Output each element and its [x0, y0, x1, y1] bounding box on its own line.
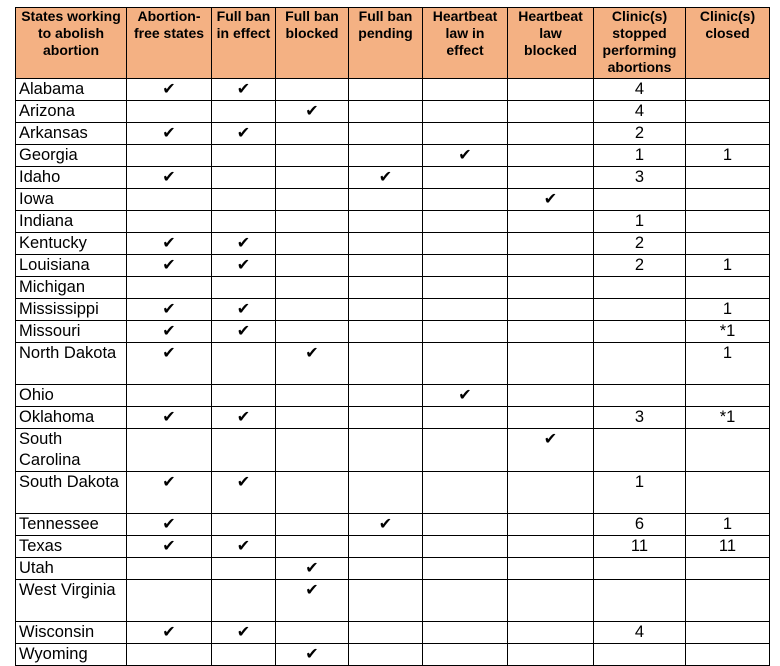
table-row — [16, 429, 770, 472]
cell-full-ban-in-effect — [212, 145, 276, 167]
cell-abortion-free — [127, 101, 212, 123]
checkmark-icon: ✔ — [162, 125, 176, 142]
cell-clinics-stopped — [594, 644, 686, 666]
checkmark-icon: ✔ — [236, 624, 251, 641]
cell-heartbeat-blocked — [508, 145, 594, 167]
cell-abortion-free — [127, 189, 212, 211]
cell-heartbeat-in-effect — [423, 580, 508, 622]
cell-clinics-stopped — [594, 321, 686, 343]
state-name: North Dakota — [16, 343, 127, 385]
header-full-ban-in-effect: Full ban in effect — [212, 8, 276, 79]
table-row — [16, 167, 770, 189]
checkmark-icon: ✔ — [162, 409, 176, 426]
cell-full-ban-in-effect — [212, 321, 276, 343]
state-name: Oklahoma — [16, 407, 127, 429]
cell-clinics-closed — [686, 558, 770, 580]
cell-abortion-free — [127, 429, 212, 472]
table-row — [16, 407, 770, 429]
cell-full-ban-blocked — [276, 644, 349, 666]
cell-full-ban-blocked — [276, 343, 349, 385]
cell-heartbeat-in-effect — [423, 536, 508, 558]
cell-full-ban-blocked — [276, 255, 349, 277]
cell-abortion-free — [127, 167, 212, 189]
cell-heartbeat-in-effect — [423, 123, 508, 145]
checkmark-icon: ✔ — [236, 323, 251, 340]
cell-clinics-stopped — [594, 299, 686, 321]
header-full-ban-blocked: Full ban blocked — [276, 8, 349, 79]
checkmark-icon: ✔ — [162, 474, 176, 491]
cell-abortion-free — [127, 536, 212, 558]
cell-heartbeat-in-effect — [423, 622, 508, 644]
cell-clinics-closed: *1 — [686, 321, 770, 343]
cell-full-ban-blocked — [276, 299, 349, 321]
table-row — [16, 145, 770, 167]
cell-full-ban-in-effect — [212, 123, 276, 145]
cell-heartbeat-blocked — [508, 536, 594, 558]
cell-full-ban-in-effect — [212, 472, 276, 514]
abortion-status-table — [15, 7, 770, 666]
table-row — [16, 622, 770, 644]
checkmark-icon: ✔ — [543, 191, 558, 208]
cell-clinics-stopped — [594, 189, 686, 211]
cell-clinics-closed — [686, 472, 770, 514]
cell-full-ban-pending — [349, 277, 423, 299]
state-name: Arizona — [16, 101, 127, 123]
cell-heartbeat-blocked — [508, 343, 594, 385]
cell-full-ban-pending — [349, 622, 423, 644]
cell-clinics-stopped — [594, 429, 686, 472]
cell-heartbeat-blocked — [508, 558, 594, 580]
state-name: Texas — [16, 536, 127, 558]
table-row — [16, 79, 770, 101]
state-name: South Carolina — [16, 429, 127, 472]
cell-clinics-closed: 1 — [686, 343, 770, 385]
cell-full-ban-in-effect — [212, 189, 276, 211]
checkmark-icon: ✔ — [305, 582, 319, 599]
cell-clinics-stopped: 1 — [594, 145, 686, 167]
checkmark-icon: ✔ — [305, 646, 319, 663]
state-name: Mississippi — [16, 299, 127, 321]
state-name: Utah — [16, 558, 127, 580]
cell-full-ban-blocked — [276, 558, 349, 580]
cell-full-ban-in-effect — [212, 233, 276, 255]
cell-heartbeat-in-effect — [423, 321, 508, 343]
header-heartbeat-in-effect: Heartbeat law in effect — [423, 8, 508, 79]
cell-clinics-stopped: 6 — [594, 514, 686, 536]
cell-clinics-stopped: 3 — [594, 167, 686, 189]
cell-heartbeat-in-effect — [423, 558, 508, 580]
table-row — [16, 536, 770, 558]
cell-clinics-closed: 11 — [686, 536, 770, 558]
cell-full-ban-pending — [349, 536, 423, 558]
cell-full-ban-blocked — [276, 429, 349, 472]
cell-heartbeat-blocked — [508, 514, 594, 536]
cell-full-ban-pending — [349, 472, 423, 514]
header-states: States working to abolish abortion — [16, 8, 127, 79]
cell-heartbeat-blocked — [508, 277, 594, 299]
cell-clinics-stopped — [594, 385, 686, 407]
cell-clinics-closed — [686, 580, 770, 622]
cell-abortion-free — [127, 343, 212, 385]
cell-full-ban-pending — [349, 580, 423, 622]
cell-abortion-free — [127, 321, 212, 343]
cell-full-ban-pending — [349, 167, 423, 189]
cell-clinics-closed: *1 — [686, 407, 770, 429]
cell-heartbeat-blocked — [508, 644, 594, 666]
cell-heartbeat-in-effect — [423, 514, 508, 536]
checkmark-icon: ✔ — [162, 538, 176, 555]
table-row — [16, 580, 770, 622]
checkmark-icon: ✔ — [162, 235, 176, 252]
cell-heartbeat-blocked — [508, 407, 594, 429]
state-name: Georgia — [16, 145, 127, 167]
cell-abortion-free — [127, 79, 212, 101]
cell-full-ban-pending — [349, 644, 423, 666]
cell-heartbeat-in-effect — [423, 472, 508, 514]
checkmark-icon: ✔ — [162, 345, 176, 362]
cell-full-ban-in-effect — [212, 277, 276, 299]
cell-abortion-free — [127, 145, 212, 167]
table-row — [16, 277, 770, 299]
cell-heartbeat-blocked — [508, 79, 594, 101]
cell-heartbeat-in-effect — [423, 189, 508, 211]
checkmark-icon: ✔ — [236, 125, 251, 142]
cell-full-ban-pending — [349, 429, 423, 472]
checkmark-icon: ✔ — [458, 147, 472, 164]
cell-abortion-free — [127, 644, 212, 666]
cell-full-ban-in-effect — [212, 536, 276, 558]
checkmark-icon: ✔ — [162, 323, 176, 340]
cell-full-ban-in-effect — [212, 622, 276, 644]
cell-clinics-closed: 1 — [686, 514, 770, 536]
state-name: Missouri — [16, 321, 127, 343]
cell-heartbeat-in-effect — [423, 644, 508, 666]
cell-full-ban-in-effect — [212, 343, 276, 385]
cell-clinics-stopped: 1 — [594, 211, 686, 233]
state-name: Indiana — [16, 211, 127, 233]
state-name: Louisiana — [16, 255, 127, 277]
cell-heartbeat-in-effect — [423, 429, 508, 472]
checkmark-icon: ✔ — [162, 81, 176, 98]
header-clinics-closed: Clinic(s) closed — [686, 8, 770, 79]
cell-full-ban-blocked — [276, 514, 349, 536]
table-row — [16, 123, 770, 145]
cell-abortion-free — [127, 407, 212, 429]
cell-full-ban-blocked — [276, 101, 349, 123]
cell-clinics-stopped: 4 — [594, 622, 686, 644]
table-row — [16, 211, 770, 233]
cell-full-ban-blocked — [276, 211, 349, 233]
table-row — [16, 101, 770, 123]
cell-full-ban-in-effect — [212, 79, 276, 101]
cell-clinics-stopped: 11 — [594, 536, 686, 558]
table-row — [16, 514, 770, 536]
cell-full-ban-blocked — [276, 145, 349, 167]
checkmark-icon: ✔ — [236, 81, 251, 98]
state-name: Ohio — [16, 385, 127, 407]
cell-heartbeat-blocked — [508, 472, 594, 514]
checkmark-icon: ✔ — [162, 516, 176, 533]
cell-abortion-free — [127, 255, 212, 277]
cell-heartbeat-blocked — [508, 429, 594, 472]
cell-abortion-free — [127, 514, 212, 536]
checkmark-icon: ✔ — [162, 624, 176, 641]
cell-full-ban-in-effect — [212, 299, 276, 321]
state-name: South Dakota — [16, 472, 127, 514]
header-row — [16, 8, 770, 79]
cell-full-ban-blocked — [276, 407, 349, 429]
cell-clinics-stopped: 3 — [594, 407, 686, 429]
cell-full-ban-blocked — [276, 622, 349, 644]
cell-heartbeat-in-effect — [423, 343, 508, 385]
state-name: Wyoming — [16, 644, 127, 666]
header-full-ban-pending: Full ban pending — [349, 8, 423, 79]
cell-full-ban-in-effect — [212, 429, 276, 472]
table-row — [16, 189, 770, 211]
cell-full-ban-blocked — [276, 79, 349, 101]
cell-clinics-stopped: 2 — [594, 233, 686, 255]
cell-full-ban-blocked — [276, 580, 349, 622]
checkmark-icon: ✔ — [305, 560, 319, 577]
cell-abortion-free — [127, 558, 212, 580]
cell-abortion-free — [127, 385, 212, 407]
cell-full-ban-pending — [349, 558, 423, 580]
cell-heartbeat-in-effect — [423, 385, 508, 407]
cell-clinics-closed — [686, 429, 770, 472]
cell-full-ban-in-effect — [212, 167, 276, 189]
cell-full-ban-pending — [349, 189, 423, 211]
cell-full-ban-in-effect — [212, 385, 276, 407]
cell-heartbeat-in-effect — [423, 233, 508, 255]
state-name: Tennessee — [16, 514, 127, 536]
cell-full-ban-in-effect — [212, 558, 276, 580]
cell-full-ban-in-effect — [212, 514, 276, 536]
table-row — [16, 299, 770, 321]
cell-abortion-free — [127, 211, 212, 233]
cell-clinics-stopped — [594, 558, 686, 580]
cell-clinics-closed — [686, 79, 770, 101]
cell-full-ban-in-effect — [212, 255, 276, 277]
cell-abortion-free — [127, 472, 212, 514]
cell-full-ban-pending — [349, 211, 423, 233]
cell-heartbeat-in-effect — [423, 79, 508, 101]
cell-clinics-closed — [686, 189, 770, 211]
cell-clinics-closed — [686, 233, 770, 255]
cell-clinics-closed — [686, 211, 770, 233]
state-name: West Virginia — [16, 580, 127, 622]
cell-full-ban-blocked — [276, 123, 349, 145]
cell-heartbeat-blocked — [508, 123, 594, 145]
cell-clinics-stopped — [594, 580, 686, 622]
checkmark-icon: ✔ — [378, 516, 393, 533]
cell-full-ban-pending — [349, 79, 423, 101]
cell-heartbeat-in-effect — [423, 255, 508, 277]
cell-clinics-stopped: 2 — [594, 123, 686, 145]
table-row — [16, 472, 770, 514]
cell-heartbeat-in-effect — [423, 299, 508, 321]
table-row — [16, 385, 770, 407]
cell-full-ban-pending — [349, 101, 423, 123]
cell-clinics-closed — [686, 277, 770, 299]
header-clinics-stopped: Clinic(s) stopped performing abortions — [594, 8, 686, 79]
cell-clinics-stopped: 2 — [594, 255, 686, 277]
cell-clinics-stopped: 4 — [594, 79, 686, 101]
cell-clinics-closed — [686, 167, 770, 189]
cell-heartbeat-blocked — [508, 622, 594, 644]
cell-heartbeat-in-effect — [423, 211, 508, 233]
cell-heartbeat-in-effect — [423, 407, 508, 429]
header-abortion-free: Abortion-free states — [127, 8, 212, 79]
table-body — [16, 79, 770, 666]
checkmark-icon: ✔ — [543, 431, 558, 448]
state-name: Kentucky — [16, 233, 127, 255]
checkmark-icon: ✔ — [378, 169, 393, 186]
cell-abortion-free — [127, 580, 212, 622]
header-heartbeat-blocked: Heartbeat law blocked — [508, 8, 594, 79]
cell-heartbeat-blocked — [508, 385, 594, 407]
cell-full-ban-blocked — [276, 385, 349, 407]
table-row — [16, 321, 770, 343]
cell-heartbeat-in-effect — [423, 277, 508, 299]
table-row — [16, 644, 770, 666]
cell-full-ban-in-effect — [212, 580, 276, 622]
cell-clinics-closed: 1 — [686, 255, 770, 277]
cell-full-ban-in-effect — [212, 211, 276, 233]
cell-abortion-free — [127, 299, 212, 321]
checkmark-icon: ✔ — [236, 235, 251, 252]
state-name: Michigan — [16, 277, 127, 299]
cell-abortion-free — [127, 233, 212, 255]
cell-clinics-closed: 1 — [686, 299, 770, 321]
cell-clinics-closed — [686, 644, 770, 666]
checkmark-icon: ✔ — [305, 103, 319, 120]
cell-full-ban-blocked — [276, 321, 349, 343]
cell-full-ban-pending — [349, 255, 423, 277]
cell-heartbeat-in-effect — [423, 145, 508, 167]
cell-heartbeat-blocked — [508, 211, 594, 233]
cell-full-ban-pending — [349, 407, 423, 429]
cell-clinics-stopped — [594, 343, 686, 385]
state-name: Alabama — [16, 79, 127, 101]
cell-full-ban-pending — [349, 145, 423, 167]
cell-heartbeat-blocked — [508, 189, 594, 211]
table-row — [16, 343, 770, 385]
cell-heartbeat-blocked — [508, 580, 594, 622]
cell-abortion-free — [127, 622, 212, 644]
cell-full-ban-pending — [349, 514, 423, 536]
checkmark-icon: ✔ — [236, 301, 251, 318]
cell-clinics-stopped: 1 — [594, 472, 686, 514]
cell-full-ban-blocked — [276, 277, 349, 299]
cell-full-ban-pending — [349, 385, 423, 407]
cell-full-ban-pending — [349, 299, 423, 321]
cell-clinics-closed — [686, 385, 770, 407]
cell-full-ban-pending — [349, 123, 423, 145]
cell-clinics-closed: 1 — [686, 145, 770, 167]
cell-full-ban-blocked — [276, 167, 349, 189]
cell-heartbeat-blocked — [508, 167, 594, 189]
table-row — [16, 558, 770, 580]
state-name: Wisconsin — [16, 622, 127, 644]
cell-full-ban-in-effect — [212, 407, 276, 429]
cell-heartbeat-blocked — [508, 233, 594, 255]
cell-full-ban-blocked — [276, 233, 349, 255]
cell-heartbeat-blocked — [508, 321, 594, 343]
checkmark-icon: ✔ — [162, 257, 176, 274]
cell-heartbeat-blocked — [508, 299, 594, 321]
cell-heartbeat-blocked — [508, 255, 594, 277]
checkmark-icon: ✔ — [162, 301, 176, 318]
checkmark-icon: ✔ — [162, 169, 176, 186]
cell-full-ban-pending — [349, 321, 423, 343]
cell-full-ban-blocked — [276, 472, 349, 514]
cell-full-ban-blocked — [276, 536, 349, 558]
state-name: Arkansas — [16, 123, 127, 145]
cell-heartbeat-in-effect — [423, 101, 508, 123]
cell-heartbeat-blocked — [508, 101, 594, 123]
cell-full-ban-pending — [349, 233, 423, 255]
table-row — [16, 233, 770, 255]
cell-clinics-stopped: 4 — [594, 101, 686, 123]
cell-clinics-closed — [686, 123, 770, 145]
checkmark-icon: ✔ — [236, 538, 251, 555]
checkmark-icon: ✔ — [458, 387, 472, 404]
state-name: Iowa — [16, 189, 127, 211]
cell-full-ban-blocked — [276, 189, 349, 211]
cell-abortion-free — [127, 123, 212, 145]
cell-abortion-free — [127, 277, 212, 299]
cell-full-ban-in-effect — [212, 644, 276, 666]
cell-clinics-stopped — [594, 277, 686, 299]
checkmark-icon: ✔ — [236, 257, 251, 274]
cell-clinics-closed — [686, 622, 770, 644]
cell-heartbeat-in-effect — [423, 167, 508, 189]
checkmark-icon: ✔ — [236, 474, 251, 491]
cell-full-ban-in-effect — [212, 101, 276, 123]
cell-clinics-closed — [686, 101, 770, 123]
cell-full-ban-pending — [349, 343, 423, 385]
checkmark-icon: ✔ — [236, 409, 251, 426]
table-row — [16, 255, 770, 277]
checkmark-icon: ✔ — [305, 345, 319, 362]
state-name: Idaho — [16, 167, 127, 189]
